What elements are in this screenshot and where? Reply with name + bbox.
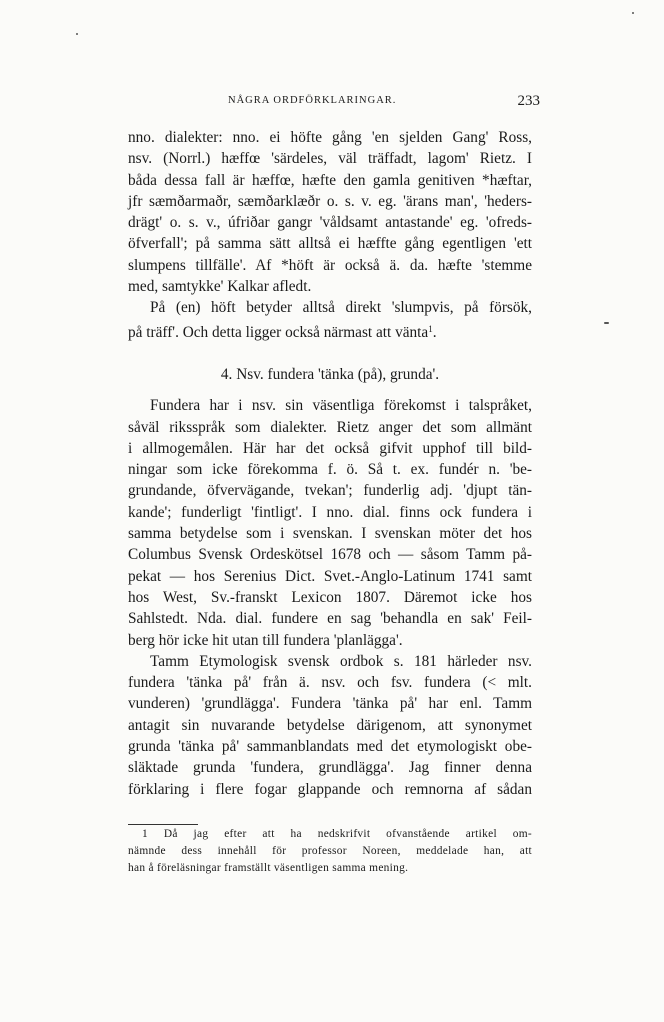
text-line: grundande, öfvervägande, tvekan'; funderlig adj. 'djupt tän- (128, 482, 532, 500)
page-header (128, 93, 540, 111)
text-line: vunderen) 'grundlägga'. Fundera 'tänka på' har enl. Tamm (128, 695, 532, 713)
running-head: NÅGRA ORDFÖRKLARINGAR. (228, 95, 397, 106)
text-line: med, samtykke' Kalkar afledt. (128, 278, 312, 296)
footnote-marker: 1 (428, 323, 433, 334)
text-line: jfr sæmðarmaðr, sæmðarklæðr o. s. v. eg. 'ärans man', 'heders- (128, 192, 532, 210)
text-line: kande'; funderligt 'fintligt'. I nno. dial. finns ock fundera i (128, 503, 532, 521)
text-line: båda dessa fall är hæffœ, hæfte den gamla genitiven *hæftar, (128, 171, 532, 189)
footnote-line: nämnde dess innehåll för professor Noreen, meddelade han, att (128, 845, 532, 857)
text-line: öfverfall'; på samma sätt alltså ei hæffte gång egentligen 'ett (128, 235, 532, 253)
footnote (128, 826, 532, 877)
text-line: Fundera har i nsv. sin väsentliga förekomst i talspråket, (150, 397, 532, 415)
text-line: Tamm Etymologisk svensk ordbok s. 181 härleder nsv. (150, 652, 532, 670)
scan-speck (632, 12, 634, 14)
text-line: förklaring i flere fogar glappande och remnorna af sådan (128, 780, 532, 798)
text-line: nsv. (Norrl.) hæffœ 'särdeles, väl träffadt, lagom' Rietz. I (128, 150, 532, 168)
text-line: hos West, Sv.-franskt Lexicon 1807. Däremot icke hos (128, 588, 532, 606)
text-line: nno. dialekter: nno. ei höfte gång 'en sjelden Gang' Ross, (128, 129, 532, 146)
text-line: Columbus Svensk Ordeskötsel 1678 och — såsom Tamm på- (128, 546, 532, 564)
text-line: Sahlstedt. Nda. dial. fundere en sag 'behandla en sak' Feil- (128, 610, 532, 628)
text-line: släktade grunda 'fundera, grundlägga'. Jag finner denna (128, 759, 532, 777)
text-line: ningar som icke förekomma f. ö. Så t. ex. fundér n. 'be- (128, 461, 532, 479)
section-heading: 4. Nsv. fundera 'tänka (på), grunda'. (220, 365, 440, 383)
text-line: i allmogemålen. Här har det också gifvit upphof till bild- (128, 439, 532, 457)
text-line-with-footnote: på träff'. Och detta ligger också närmast att vänta$^1$. (128, 323, 437, 341)
text-line: pekat — hos Serenius Dict. Svet.-Anglo-Latinum 1741 samt (128, 567, 532, 585)
text-line: antagit sin nuvarande betydelse därigenom, att synonymet (128, 716, 532, 734)
footnote-rule (128, 824, 198, 825)
text-line: drägt' o. s. v., úfriðar gangr 'våldsamt antastande' eg. 'ofreds- (128, 214, 532, 232)
main-text (128, 127, 532, 800)
text-line: samma betydelse som i svenskan. I svenskan möter det hos (128, 525, 532, 543)
scan-speck (76, 33, 78, 35)
text-line: fundera 'tänka på' från ä. nsv. och fsv. fundera (< mlt. (128, 674, 532, 692)
text-line: berg hör icke hit utan till fundera 'planlägga'. (128, 631, 403, 649)
text-line: såväl riksspråk som dialekter. Rietz anger det som allmänt (128, 418, 532, 436)
text-line: grunda 'tänka på' sammanblandats med det etymologiskt obe- (128, 738, 532, 756)
scan-speck (604, 322, 609, 324)
text-line: på träff'. Och detta ligger också närmast att vänta (128, 323, 429, 341)
page-number: 233 (517, 93, 540, 109)
footnote-line: han å föreläsningar framställt väsentligen samma mening. (128, 862, 409, 874)
text-line: slumpens tillfälle'. Af *höft är också ä. da. hæfte 'stemme (128, 256, 532, 274)
footnote-line: 1 Då jag efter att ha nedskrifvit ofvanstående artikel om- (142, 828, 532, 840)
text-line: På (en) höft betyder alltså direkt 'slumpvis, på försök, (150, 299, 532, 317)
